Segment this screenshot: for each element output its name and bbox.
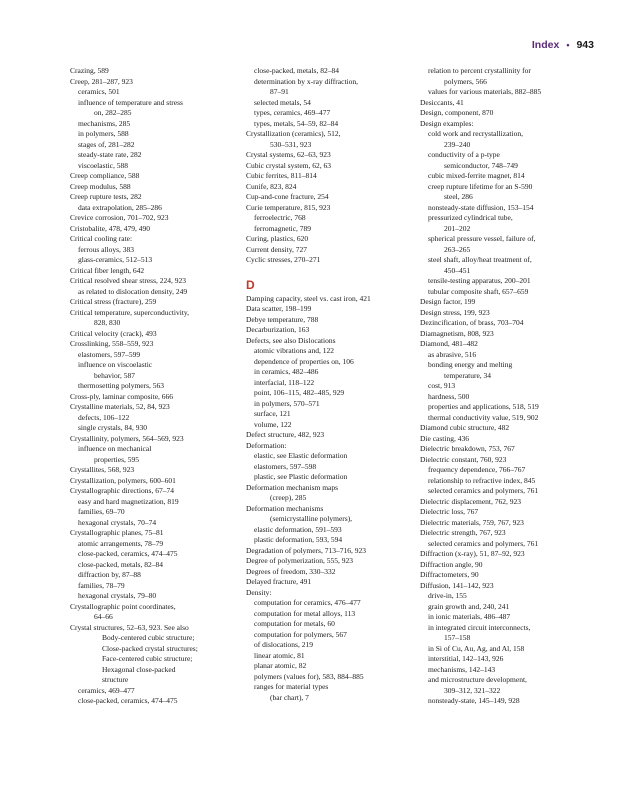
index-subentry: volume, 122 [254, 419, 292, 429]
index-subentry: selected ceramics and polymers, 761 [428, 538, 539, 548]
index-subentry: ferromagnetic, 789 [254, 223, 312, 233]
index-subentry: frequency dependence, 766–767 [428, 465, 526, 474]
index-subentry: glass-ceramics, 512–513 [78, 255, 153, 264]
index-entry: Critical fiber length, 642 [70, 265, 145, 275]
page-header [532, 38, 594, 52]
index-entry: Diffraction (x-ray), 51, 87–92, 923 [420, 549, 525, 558]
index-subentry: plastic, see Plastic deformation [254, 472, 348, 481]
index-subentry: interstitial, 142–143, 926 [428, 654, 504, 663]
index-subentry: ferroelectric, 768 [254, 213, 306, 222]
index-subentry: pressurized cylindrical tube, [428, 213, 513, 222]
index-subentry: bonding energy and melting [428, 360, 513, 369]
index-subentry: 530–531, 923 [270, 139, 312, 149]
section-letter: D [246, 277, 255, 292]
index-subentry: elastomers, 597–599 [78, 349, 141, 359]
index-subentry: influence on mechanical [78, 444, 152, 453]
index-column-1 [70, 66, 245, 707]
index-entry: Curie temperature, 815, 923 [246, 202, 331, 212]
index-subentry: thermosetting polymers, 563 [78, 381, 165, 390]
index-subentry: 201–202 [444, 223, 471, 233]
index-subentry: steel, 286 [444, 192, 473, 201]
index-subentry: hexagonal crystals, 70–74 [78, 517, 157, 527]
index-subentry: properties and applications, 518, 519 [428, 402, 539, 411]
index-entry: Crystallographic planes, 75–81 [70, 528, 164, 537]
index-subentry: selected ceramics and polymers, 761 [428, 486, 539, 495]
index-entry: Diffractometers, 90 [420, 570, 479, 579]
index-entry: Diamagnetism, 808, 923 [420, 328, 494, 338]
index-entry: Creep modulus, 588 [70, 181, 131, 191]
index-entry: Crystalline materials, 52, 84, 923 [70, 402, 170, 411]
index-subentry: computation for metals, 60 [254, 619, 335, 628]
index-subentry: values for various materials, 882–885 [428, 87, 542, 96]
index-subentry: determination by x-ray diffraction, [254, 76, 358, 86]
index-subentry: tubular composite shaft, 657–659 [428, 286, 529, 296]
index-subentry: cold work and recrystallization, [428, 129, 523, 138]
index-subentry: elastic deformation, 591–593 [254, 524, 342, 534]
index-subentry: computation for metal alloys, 113 [254, 608, 356, 618]
index-entry: Curing, plastics, 620 [246, 234, 309, 243]
index-entry: Crystallinity, polymers, 564–569, 923 [70, 433, 184, 443]
index-entry: Dezincification, of brass, 703–704 [420, 318, 524, 327]
index-entry: Cunife, 823, 824 [246, 181, 297, 191]
index-entry: Crystallization, polymers, 600–601 [70, 475, 176, 485]
index-subentry: tensile-testing apparatus, 200–201 [428, 276, 531, 285]
index-subentry: semiconductor, 748–749 [444, 160, 518, 170]
index-entry: Crystallization (ceramics), 512, [246, 129, 341, 138]
index-entry: Creep rupture tests, 282 [70, 192, 142, 201]
index-subentry: mechanisms, 142–143 [428, 664, 496, 674]
index-entry: Dielectric strength, 767, 923 [420, 528, 506, 537]
index-entry: Die casting, 436 [420, 433, 469, 443]
index-subentry: steady-state rate, 282 [78, 150, 142, 159]
index-entry: Deformation mechanisms [246, 503, 324, 513]
index-column-2 [246, 66, 418, 703]
index-subentry: polymers, 566 [444, 76, 487, 86]
index-subentry: cost, 913 [428, 381, 456, 390]
index-subentry: single crystals, 84, 930 [78, 423, 147, 432]
index-subentry: viscoelastic, 588 [78, 160, 128, 170]
index-subentry: relation to percent crystallinity for [428, 66, 531, 75]
index-entry: Dielectric constant, 760, 923 [420, 454, 507, 464]
index-subentry: as abrasive, 516 [428, 349, 477, 359]
index-entry: Dielectric materials, 759, 767, 923 [420, 517, 524, 527]
index-subentry: hexagonal crystals, 79–80 [78, 591, 157, 600]
running-head: Index [531, 39, 560, 51]
index-subentry: Body-centered cubic structure; [102, 633, 195, 642]
index-subentry: ceramics, 501 [78, 87, 120, 96]
index-entry: Dielectric loss, 767 [420, 507, 479, 516]
index-entry: Critical resolved shear stress, 224, 923 [70, 276, 187, 285]
index-subentry: 64–66 [94, 612, 113, 621]
index-entry: Cyclic stresses, 270–271 [246, 255, 321, 264]
index-subentry: stages of, 281–282 [78, 139, 135, 149]
index-entry: Crystallographic directions, 67–74 [70, 486, 174, 495]
index-subentry: elastic, see Elastic deformation [254, 451, 348, 460]
index-entry: Diffusion, 141–142, 923 [420, 580, 494, 590]
index-entry: Crevice corrosion, 701–702, 923 [70, 213, 169, 222]
index-entry: Design, component, 870 [420, 108, 494, 117]
index-entry: Cross-ply, laminar composite, 666 [70, 391, 174, 401]
index-subentry: close-packed, metals, 82–84 [254, 66, 339, 75]
index-entry: Critical cooling rate: [70, 234, 133, 243]
index-subentry: Hexagonal close-packed [102, 664, 176, 674]
index-subentry: dependence of properties on, 106 [254, 356, 354, 366]
index-entry: Delayed fracture, 491 [246, 577, 312, 586]
index-subentry: in ceramics, 482–486 [254, 367, 319, 376]
index-subentry: temperature, 34 [444, 370, 492, 380]
index-entry: Crystal structures, 52–63, 923. See also [70, 622, 189, 632]
index-subentry: hardness, 500 [428, 391, 470, 401]
index-entry: Design stress, 199, 923 [420, 307, 490, 317]
index-subentry: easy and hard magnetization, 819 [78, 496, 179, 506]
index-entry: Creep compliance, 588 [70, 171, 140, 180]
index-subentry: data extrapolation, 285–286 [78, 202, 162, 212]
index-subentry: types, ceramics, 469–477 [254, 108, 331, 117]
index-subentry: families, 78–79 [78, 580, 125, 590]
index-subentry: computation for polymers, 567 [254, 629, 347, 639]
index-subentry: influence on viscoelastic [78, 360, 153, 369]
index-entry: Critical stress (fracture), 259 [70, 297, 157, 306]
index-subentry: elastomers, 597–598 [254, 461, 317, 471]
index-subentry: close-packed, ceramics, 474–475 [78, 549, 178, 558]
index-subentry: interfacial, 118–122 [254, 377, 315, 387]
index-entry: Crystal systems, 62–63, 923 [246, 150, 331, 159]
index-subentry: steel shaft, alloy/heat treatment of, [428, 255, 532, 264]
index-subentry: 309–312, 321–322 [444, 685, 501, 695]
index-subentry: relationship to refractive index, 845 [428, 475, 536, 485]
index-subentry: in ionic materials, 486–487 [428, 612, 511, 621]
index-subentry: (creep), 285 [270, 493, 307, 502]
index-subentry: plastic deformation, 593, 594 [254, 535, 343, 544]
index-subentry: families, 69–70 [78, 507, 125, 516]
index-subentry: of dislocations, 219 [254, 640, 313, 649]
index-subentry: behavior, 587 [94, 370, 135, 380]
index-subentry: 157–158 [444, 633, 471, 642]
index-subentry: diffraction by, 87–88 [78, 570, 141, 579]
index-subentry: mechanisms, 285 [78, 118, 131, 128]
index-entry: Desiccants, 41 [420, 97, 464, 107]
index-entry: Density: [246, 587, 272, 597]
index-subentry: spherical pressure vessel, failure of, [428, 234, 536, 243]
index-subentry: ceramics, 469–477 [78, 685, 135, 695]
index-entry: Dielectric breakdown, 753, 767 [420, 444, 515, 453]
index-subentry: 239–240 [444, 139, 471, 149]
index-subentry: atomic vibrations and, 122 [254, 346, 334, 355]
index-subentry: planar atomic, 82 [254, 661, 307, 670]
index-entry: Data scatter, 198–199 [246, 304, 312, 313]
index-subentry: structure [102, 675, 129, 684]
index-subentry: nonsteady-state diffusion, 153–154 [428, 202, 534, 212]
index-subentry: drive-in, 155 [428, 591, 467, 600]
index-subentry: computation for ceramics, 476–477 [254, 598, 361, 607]
index-subentry: surface, 121 [254, 409, 291, 418]
index-subentry: close-packed, metals, 82–84 [78, 559, 163, 569]
index-entry: Crazing, 589 [70, 66, 109, 75]
index-entry: Crosslinking, 558–559, 923 [70, 339, 154, 348]
index-entry: Defects, see also Dislocations [246, 335, 336, 345]
index-subentry: and microstructure development, [428, 675, 527, 684]
index-subentry: properties, 595 [94, 454, 139, 464]
section-gap [246, 266, 418, 278]
index-subentry: ferrous alloys, 383 [78, 244, 135, 254]
index-entry: Critical temperature, superconductivity, [70, 307, 190, 317]
index-entry: Design factor, 199 [420, 297, 476, 306]
index-entry: Debye temperature, 788 [246, 314, 319, 324]
index-subentry: polymers (values for), 583, 884–885 [254, 671, 364, 681]
index-subentry: ranges for material types [254, 682, 329, 691]
index-subentry: point, 106–115, 482–485, 929 [254, 388, 345, 397]
index-subentry: Close-packed crystal structures; [102, 643, 198, 653]
index-entry: Diffraction angle, 90 [420, 559, 483, 569]
index-entry: Crystallites, 568, 923 [70, 465, 135, 474]
index-subentry: (bar chart), 7 [270, 692, 309, 702]
index-subentry: grain growth and, 240, 241 [428, 601, 510, 611]
index-entry: Diamond, 481–482 [420, 339, 478, 348]
header-separator: • [566, 40, 570, 50]
index-subentry: in Si of Cu, Au, Ag, and Al, 158 [428, 643, 525, 653]
index-entry: Deformation: [246, 440, 287, 450]
index-subentry: nonsteady-state, 145–149, 928 [428, 696, 520, 705]
index-subentry: linear atomic, 81 [254, 650, 305, 660]
index-subentry: influence of temperature and stress [78, 97, 183, 107]
index-entry: Degradation of polymers, 713–716, 923 [246, 545, 366, 555]
index-subentry: types, metals, 54–59, 82–84 [254, 118, 339, 128]
index-entry: Degree of polymerization, 555, 923 [246, 556, 354, 565]
index-column-3 [420, 66, 600, 707]
index-subentry: as related to dislocation density, 249 [78, 286, 188, 296]
index-entry: Degrees of freedom, 330–332 [246, 566, 336, 576]
index-subentry: close-packed, ceramics, 474–475 [78, 696, 178, 705]
index-subentry: in polymers, 570–571 [254, 398, 320, 408]
index-entry: Cristobalite, 478, 479, 490 [70, 223, 150, 233]
index-subentry: thermal conductivity value, 519, 902 [428, 412, 539, 422]
index-entry: Decarburization, 163 [246, 325, 310, 334]
index-entry: Cubic crystal system, 62, 63 [246, 160, 331, 170]
index-subentry: atomic arrangements, 78–79 [78, 538, 164, 548]
index-subentry: selected metals, 54 [254, 97, 311, 107]
index-subentry: on, 282–285 [94, 108, 132, 117]
index-entry: Cup-and-cone fracture, 254 [246, 192, 329, 201]
index-entry: Current density, 727 [246, 244, 307, 254]
index-subentry: creep rupture lifetime for an S-590 [428, 181, 533, 191]
index-subentry: in polymers, 588 [78, 129, 129, 138]
index-subentry: 263–265 [444, 244, 471, 254]
index-entry: Defect structure, 482, 923 [246, 430, 325, 439]
index-entry: Damping capacity, steel vs. cast iron, 421 [246, 293, 371, 303]
index-subentry: in integrated circuit interconnects, [428, 622, 531, 632]
index-subentry: (semicrystalline polymers), [270, 514, 353, 523]
index-subentry: 87–91 [270, 87, 289, 96]
index-entry: Creep, 281–287, 923 [70, 76, 133, 86]
index-subentry: defects, 106–122 [78, 412, 130, 422]
page-number: 943 [576, 39, 594, 51]
index-entry: Dielectric displacement, 762, 923 [420, 496, 522, 506]
index-subentry: 450–451 [444, 265, 471, 275]
index-subentry: 828, 830 [94, 318, 121, 327]
index-entry: Design examples: [420, 118, 474, 128]
index-subentry: Face-centered cubic structure; [102, 654, 193, 663]
index-entry: Cubic ferrites, 811–814 [246, 171, 317, 180]
index-entry: Diamond cubic structure, 482 [420, 423, 510, 432]
index-entry: Deformation mechanism maps [246, 482, 339, 492]
index-subentry: conductivity of a p-type [428, 150, 500, 159]
index-subentry: cubic mixed-ferrite magnet, 814 [428, 171, 525, 180]
index-entry: Critical velocity (crack), 493 [70, 328, 157, 338]
index-entry: Crystallographic point coordinates, [70, 601, 176, 611]
